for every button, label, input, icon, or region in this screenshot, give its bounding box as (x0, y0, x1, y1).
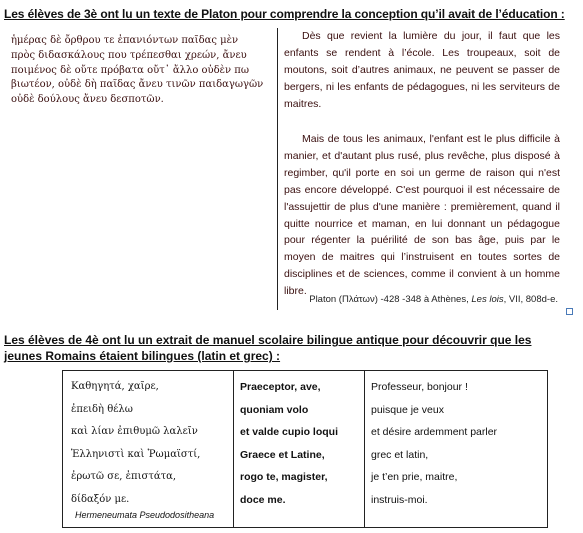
latin-row: rogo te, magister, (240, 471, 328, 483)
citation-work-title: Les lois (471, 294, 504, 305)
french-row: je t’en prie, maitre, (371, 471, 458, 483)
greek-plato-text (11, 34, 273, 108)
citation-prefix: Platon (Πλάτων) -428 -348 à Athènes, (309, 294, 472, 305)
section2-heading-text: Les élèves de 4è ont lu un extrait de manuel scolaire bilingue antique pour découvrir que les jeunes Romains étaient bilingues (latin et grec) : (4, 333, 532, 363)
latin-row: et valde cupio loqui (240, 426, 339, 438)
latin-row: Graece et Latine, (240, 448, 325, 461)
french-row: grec et latin, (371, 448, 429, 461)
french-translation-paragraph-1: Dès que revient la lumière du jour, il faut que les enfants se rendent à l’école. Les troupeaux, soit de moutons, soit d’autres animaux, ne peuvent se passer de bergers, ni les enfants de pédagogues, ni les serviteurs de maitres. (284, 30, 560, 110)
french-row: puisque je veux (371, 403, 444, 416)
latin-column (234, 371, 365, 527)
greek-line: ποιμένος δὲ οὔτε πρόβατα οὔτ᾽ ἄλλο οὐδὲν πω (11, 64, 250, 76)
section1-heading: Les élèves de 3è ont lu un texte de Platon pour comprendre la conception qu’il avait de l’éducation : (4, 7, 565, 21)
greek-column (63, 371, 234, 527)
greek-row: Ἑλληνιστὶ καὶ Ῥωμαϊστί, (71, 448, 201, 460)
latin-row: quoniam volo (240, 403, 309, 416)
greek-row: δίδαξόν με. (71, 493, 130, 505)
greek-line: βιωτέον, οὐδὲ δὴ παῖδας ἄνευ τινῶν παιδαγωγῶν (11, 79, 264, 91)
greek-row: ἐπειδὴ θέλω (71, 403, 133, 415)
french-translation-paragraph-2: Mais de tous les animaux, l'enfant est le plus difficile à manier, et d'autant plus rusé, plus revêche, plus disposé à regimber, qu'il porte en soi un germe de raison qui n'est pas encore développé. C'est pourquoi il est nécessaire de l'assujettir de plus d'une manière : premièrement, quand il quitte nourrice et maman, en lui donnant un pédagogue pour régenter la puérilité de son bas âge, puis par le moyen de maitres qui l’instruisent en toutes sortes de disciplines et de sciences, comme il convient à un homme libre. (284, 133, 560, 298)
french-row: Professeur, bonjour ! (371, 381, 468, 393)
citation-suffix: , VII, 808d-e. (503, 294, 558, 305)
greek-row: ἐρωτῶ σε, ἐπιστάτα, (71, 471, 177, 482)
column-divider (277, 28, 278, 310)
greek-row: Καθηγητά, χαῖρε, (71, 381, 159, 392)
latin-row: Praeceptor, ave, (240, 381, 321, 393)
source-title: Hermeneumata Pseudodositheana (75, 510, 215, 520)
french-row: instruis-moi. (371, 493, 428, 506)
greek-line: οὐδὲ δούλους ἄνευ δεσποτῶν. (11, 94, 164, 106)
french-row: et désire ardemment parler (371, 426, 498, 438)
anchor-marker-icon (566, 308, 573, 315)
section2-heading (4, 332, 564, 364)
latin-row: doce me. (240, 493, 286, 506)
greek-line: ἡμέρας δὲ ὄρθρου τε ἐπανιόντων παῖδας μὲν (11, 35, 239, 46)
bilingual-table (62, 370, 548, 528)
greek-row: καὶ λίαν ἐπιθυμῶ λαλεῖν (71, 426, 198, 437)
plato-citation (309, 294, 558, 305)
french-column (365, 371, 547, 527)
greek-line: πρὸς διδασκάλους που τρέπεσθαι χρεών, ἄνευ (11, 49, 247, 61)
